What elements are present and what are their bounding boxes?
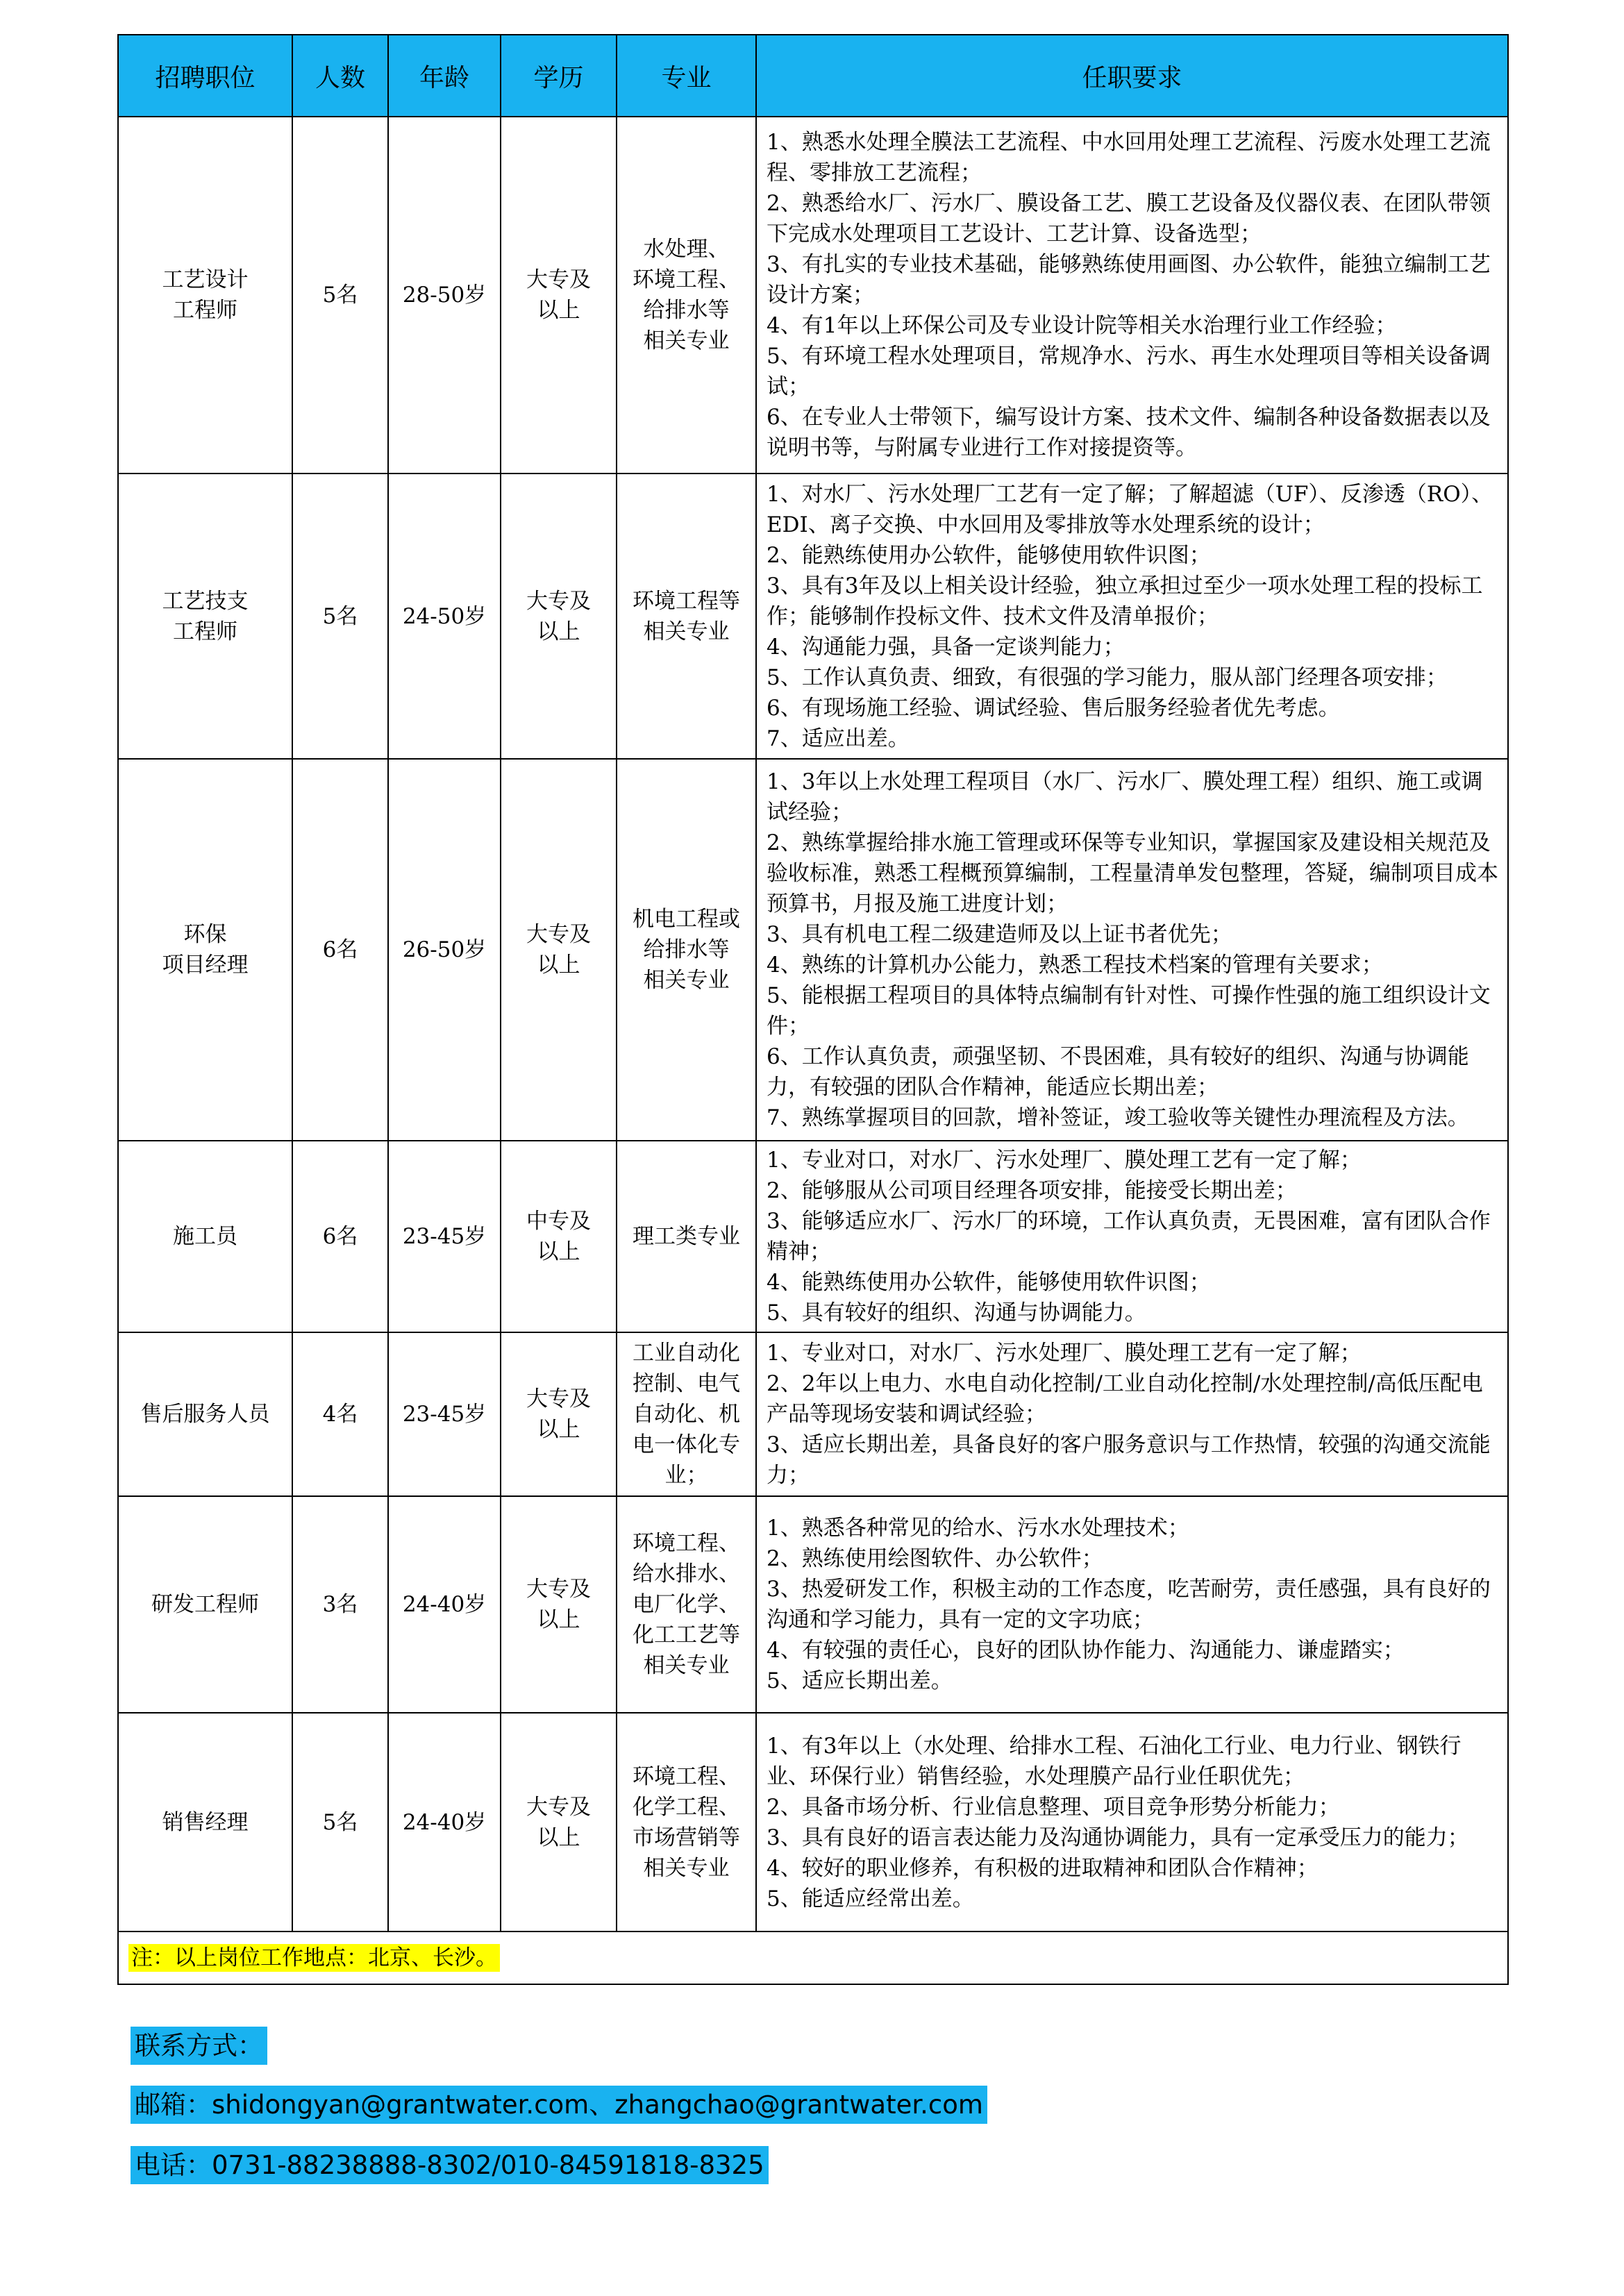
education-cell-line: 大专及 xyxy=(526,267,591,292)
header-requirements: 任职要求 xyxy=(756,35,1508,117)
requirement-item: 1、专业对口，对水厂、污水处理厂、膜处理工艺有一定了解； xyxy=(767,1148,1362,1173)
education-cell-line: 中专及 xyxy=(526,1209,591,1234)
requirement-item: 1、专业对口，对水厂、污水处理厂、膜处理工艺有一定了解； xyxy=(767,1341,1362,1366)
requirement-item: 1、有3年以上（水处理、给排水工程、石油化工行业、电力行业、钢铁行业、环保行业）销售经验，水处理膜产品行业任职优先； xyxy=(767,1733,1462,1789)
major-cell-line: 控制、电气 xyxy=(633,1371,740,1396)
requirement-item: 2、能熟练使用办公软件，能够使用软件识图； xyxy=(767,542,1211,568)
education-cell-line: 以上 xyxy=(537,619,580,644)
count-cell: 5名 xyxy=(292,1713,388,1932)
requirement-item: 6、在专业人士带领下，编写设计方案、技术文件、编制各种设备数据表以及说明书等，与附属专业进行工作对接提资等。 xyxy=(767,405,1491,460)
requirement-item: 3、有扎实的专业技术基础，能够熟练使用画图、办公软件，能独立编制工艺设计方案； xyxy=(767,252,1491,308)
note-cell xyxy=(118,1932,1508,1984)
requirement-item: 1、3年以上水处理工程项目（水厂、污水厂、膜处理工程）组织、施工或调试经验； xyxy=(767,769,1483,825)
count-cell: 4名 xyxy=(292,1332,388,1496)
requirement-item: 4、沟通能力强，具备一定谈判能力； xyxy=(767,634,1125,660)
requirement-item: 2、具备市场分析、行业信息整理、项目竞争形势分析能力； xyxy=(767,1794,1340,1820)
requirement-item: 2、熟练掌握给排水施工管理或环保等专业知识，掌握国家及建设相关规范及验收标准，熟悉工程概预算编制，工程量清单发包整理，答疑，编制项目成本预算书，月报及施工进度计划； xyxy=(767,830,1498,916)
requirement-item: 4、有较强的责任心，良好的团队协作能力、沟通能力、谦虚踏实； xyxy=(767,1638,1405,1663)
major-cell xyxy=(617,1141,756,1332)
requirement-item: 4、熟练的计算机办公能力，熟悉工程技术档案的管理有关要求； xyxy=(767,953,1383,978)
job-table xyxy=(117,34,1509,1985)
major-cell xyxy=(617,1332,756,1496)
table-row xyxy=(118,759,1508,1141)
requirement-item: 2、能够服从公司项目经理各项安排，能接受长期出差； xyxy=(767,1178,1297,1203)
requirement-item: 5、适应长期出差。 xyxy=(767,1668,953,1693)
requirements-cell xyxy=(756,1713,1508,1932)
requirement-item: 7、适应出差。 xyxy=(767,726,910,751)
major-cell-line: 市场营销等 xyxy=(633,1825,740,1850)
major-cell xyxy=(617,474,756,759)
position-cell-line: 施工员 xyxy=(173,1224,237,1249)
requirement-item: 3、适应长期出差，具备良好的客户服务意识与工作热情，较强的沟通交流能力； xyxy=(767,1432,1491,1488)
major-cell-line: 化学工程、 xyxy=(633,1794,740,1820)
count-cell: 3名 xyxy=(292,1496,388,1713)
requirement-item: 3、具有3年及以上相关设计经验，独立承担过至少一项水处理工程的投标工作；能够制作投标文件、技术文件及清单报价； xyxy=(767,573,1483,629)
requirements-cell xyxy=(756,1141,1508,1332)
table-row xyxy=(118,1141,1508,1332)
major-cell-line: 环境工程等 xyxy=(633,588,740,614)
position-cell-line: 研发工程师 xyxy=(151,1592,259,1617)
major-cell-line: 相关专业 xyxy=(643,968,730,993)
requirement-item: 5、能适应经常出差。 xyxy=(767,1886,974,1911)
position-cell xyxy=(118,474,292,759)
major-cell-line: 相关专业 xyxy=(643,1653,730,1678)
major-cell-line: 给水排水、 xyxy=(633,1561,740,1586)
header-age: 年龄 xyxy=(388,35,501,117)
education-cell-line: 大专及 xyxy=(526,1794,591,1820)
table-row xyxy=(118,1496,1508,1713)
count-cell: 5名 xyxy=(292,474,388,759)
requirements-cell xyxy=(756,759,1508,1141)
education-cell-line: 大专及 xyxy=(526,588,591,614)
age-cell: 28-50岁 xyxy=(388,117,501,474)
requirements-cell xyxy=(756,117,1508,474)
requirement-item: 3、能够适应水厂、污水厂的环境，工作认真负责，无畏困难，富有团队合作精神； xyxy=(767,1209,1491,1264)
major-cell xyxy=(617,117,756,474)
major-cell-line: 环境工程、 xyxy=(633,1763,740,1789)
header-position: 招聘职位 xyxy=(118,35,292,117)
requirement-item: 4、能熟练使用办公软件，能够使用软件识图； xyxy=(767,1270,1211,1295)
major-cell-line: 电厂化学、 xyxy=(633,1592,740,1617)
major-cell-line: 相关专业 xyxy=(643,328,730,353)
major-cell-line: 相关专业 xyxy=(643,619,730,644)
note-row xyxy=(118,1932,1508,1984)
requirements-cell xyxy=(756,1496,1508,1713)
major-cell-line: 环境工程、 xyxy=(633,267,740,292)
education-cell-line: 大专及 xyxy=(526,922,591,947)
requirements-cell xyxy=(756,1332,1508,1496)
requirement-item: 3、具有良好的语言表达能力及沟通协调能力，具有一定承受压力的能力； xyxy=(767,1825,1469,1850)
major-cell xyxy=(617,759,756,1141)
position-cell xyxy=(118,1713,292,1932)
count-cell: 6名 xyxy=(292,1141,388,1332)
major-cell-line: 机电工程或 xyxy=(633,907,740,932)
count-cell: 6名 xyxy=(292,759,388,1141)
table-header-row xyxy=(118,35,1508,117)
position-cell-line: 工艺技支 xyxy=(162,588,249,614)
position-cell-line: 工程师 xyxy=(173,298,237,323)
major-cell-line: 工业自动化 xyxy=(633,1341,740,1366)
requirement-item: 2、2年以上电力、水电自动化控制/工业自动化控制/水处理控制/高低压配电产品等现场安装和调试经验； xyxy=(767,1371,1483,1427)
requirement-item: 5、有环境工程水处理项目，常规净水、污水、再生水处理项目等相关设备调试； xyxy=(767,344,1491,399)
education-cell xyxy=(501,1332,617,1496)
count-cell: 5名 xyxy=(292,117,388,474)
major-cell-line: 给排水等 xyxy=(643,937,730,962)
requirement-item: 5、工作认真负责、细致，有很强的学习能力，服从部门经理各项安排； xyxy=(767,664,1448,690)
education-cell-line: 以上 xyxy=(537,1607,580,1632)
position-cell xyxy=(118,117,292,474)
age-cell: 24-40岁 xyxy=(388,1496,501,1713)
major-cell xyxy=(617,1713,756,1932)
position-cell-line: 工程师 xyxy=(173,619,237,644)
header-major: 专业 xyxy=(617,35,756,117)
requirement-item: 6、工作认真负责，顽强坚韧、不畏困难，具有较好的组织、沟通与协调能力，有较强的团队合作精神，能适应长期出差； xyxy=(767,1044,1469,1100)
position-cell-line: 工艺设计 xyxy=(162,267,249,292)
education-cell-line: 以上 xyxy=(537,298,580,323)
requirements-cell xyxy=(756,474,1508,759)
requirement-item: 6、有现场施工经验、调试经验、售后服务经验者优先考虑。 xyxy=(767,695,1340,721)
table-row xyxy=(118,1713,1508,1932)
education-cell-line: 以上 xyxy=(537,1417,580,1442)
position-cell xyxy=(118,1332,292,1496)
requirement-item: 1、对水厂、污水处理厂工艺有一定了解；了解超滤（UF）、反渗透（RO）、EDI、离子交换、中水回用及零排放等水处理系统的设计； xyxy=(767,481,1493,537)
education-cell-line: 以上 xyxy=(537,1239,580,1264)
requirement-item: 5、具有较好的组织、沟通与协调能力。 xyxy=(767,1300,1146,1325)
position-cell-line: 项目经理 xyxy=(162,953,249,978)
requirement-item: 4、有1年以上环保公司及专业设计院等相关水治理行业工作经验； xyxy=(767,313,1397,338)
education-cell xyxy=(501,759,617,1141)
contact-title: 联系方式： xyxy=(131,2027,267,2065)
education-cell xyxy=(501,474,617,759)
major-cell-line: 理工类专业 xyxy=(633,1224,740,1249)
contact-email: 邮箱：shidongyan@grantwater.com、zhangchao@grantwater.com xyxy=(131,2086,987,2124)
education-cell xyxy=(501,1496,617,1713)
major-cell xyxy=(617,1496,756,1713)
major-cell-line: 水处理、 xyxy=(643,237,730,262)
requirement-item: 1、熟悉水处理全膜法工艺流程、中水回用处理工艺流程、污废水处理工艺流程、零排放工艺流程； xyxy=(767,130,1491,185)
age-cell: 23-45岁 xyxy=(388,1141,501,1332)
major-cell-line: 业； xyxy=(664,1463,708,1488)
education-cell-line: 以上 xyxy=(537,1825,580,1850)
major-cell-line: 自动化、机 xyxy=(633,1402,740,1427)
position-cell-line: 售后服务人员 xyxy=(140,1402,270,1427)
age-cell: 23-45岁 xyxy=(388,1332,501,1496)
education-cell xyxy=(501,117,617,474)
requirement-item: 7、熟练掌握项目的回款，增补签证，竣工验收等关键性办理流程及方法。 xyxy=(767,1105,1469,1130)
major-cell-line: 电一体化专 xyxy=(633,1432,740,1457)
position-cell xyxy=(118,759,292,1141)
education-cell-line: 大专及 xyxy=(526,1386,591,1411)
requirement-item: 3、具有机电工程二级建造师及以上证书者优先； xyxy=(767,922,1232,947)
position-cell-line: 销售经理 xyxy=(162,1809,249,1835)
requirement-item: 2、熟悉给水厂、污水厂、膜设备工艺、膜工艺设备及仪器仪表、在团队带领下完成水处理项目工艺设计、工艺计算、设备选型； xyxy=(767,191,1491,246)
position-cell-line: 环保 xyxy=(183,922,227,947)
position-cell xyxy=(118,1141,292,1332)
education-cell-line: 以上 xyxy=(537,953,580,978)
major-cell-line: 相关专业 xyxy=(643,1855,730,1881)
major-cell-line: 给排水等 xyxy=(643,298,730,323)
header-education: 学历 xyxy=(501,35,617,117)
requirement-item: 1、熟悉各种常见的给水、污水水处理技术； xyxy=(767,1516,1189,1541)
work-location-note: 注：以上岗位工作地点：北京、长沙。 xyxy=(128,1944,500,1972)
requirement-item: 5、能根据工程项目的具体特点编制有针对性、可操作性强的施工组织设计文件； xyxy=(767,983,1491,1039)
table-row xyxy=(118,474,1508,759)
age-cell: 26-50岁 xyxy=(388,759,501,1141)
education-cell-line: 大专及 xyxy=(526,1577,591,1602)
education-cell xyxy=(501,1141,617,1332)
table-row xyxy=(118,1332,1508,1496)
contact-phone: 电话：0731-88238888-8302/010-84591818-8325 xyxy=(131,2147,769,2184)
major-cell-line: 化工工艺等 xyxy=(633,1623,740,1648)
position-cell xyxy=(118,1496,292,1713)
education-cell xyxy=(501,1713,617,1932)
table-row xyxy=(118,117,1508,474)
requirement-item: 3、热爱研发工作，积极主动的工作态度，吃苦耐劳，责任感强，具有良好的沟通和学习能力，具有一定的文字功底； xyxy=(767,1577,1491,1632)
age-cell: 24-40岁 xyxy=(388,1713,501,1932)
requirement-item: 4、较好的职业修养，有积极的进取精神和团队合作精神； xyxy=(767,1855,1319,1881)
age-cell: 24-50岁 xyxy=(388,474,501,759)
requirement-item: 2、熟练使用绘图软件、办公软件； xyxy=(767,1546,1103,1571)
header-count: 人数 xyxy=(292,35,388,117)
major-cell-line: 环境工程、 xyxy=(633,1531,740,1556)
